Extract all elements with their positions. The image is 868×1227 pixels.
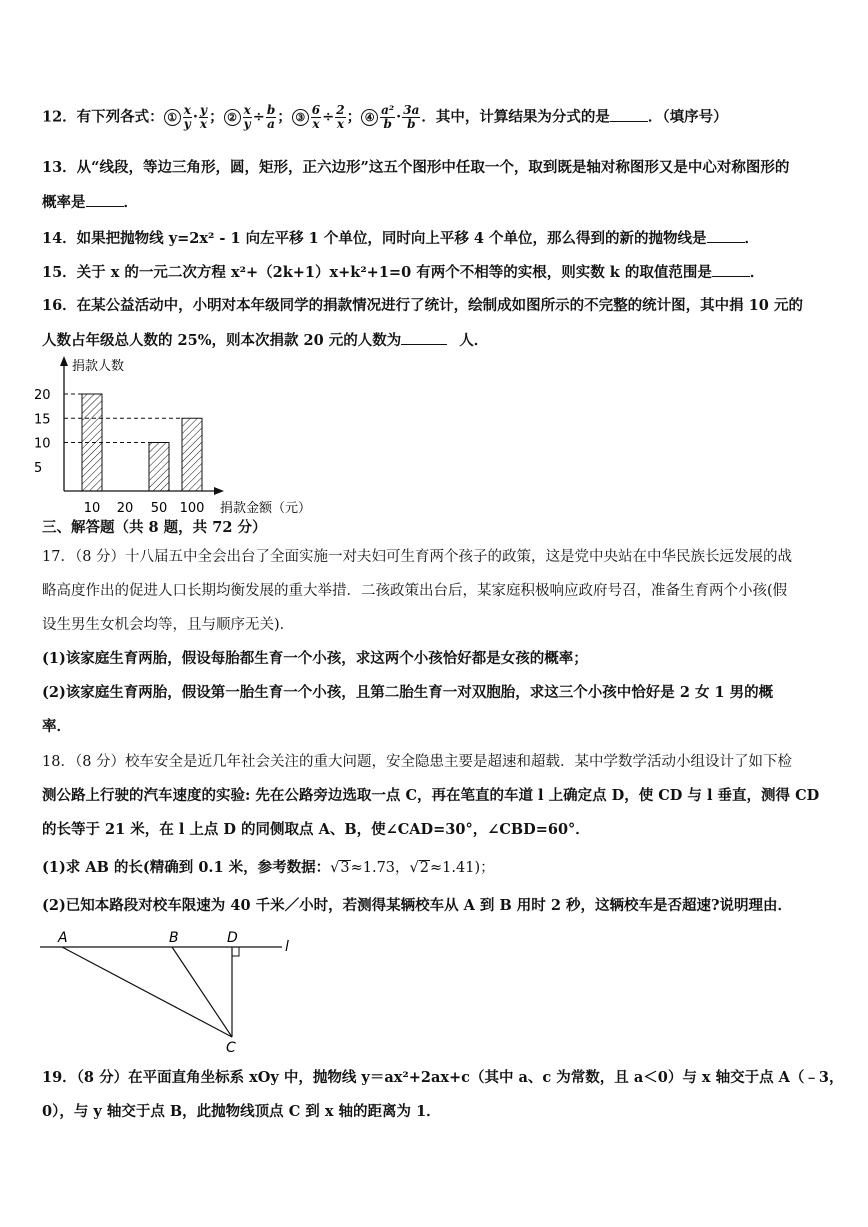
q18-geometry-figure (30, 928, 310, 1058)
q13-line-1: 13．从“线段，等边三角形，圆，矩形，正六边形”这五个图形中任取一个，取到既是轴对称图形又是中心对称图形的 (42, 159, 790, 176)
q12-fraction: $\frac{x}{y}$ (243, 103, 251, 131)
q18-line-2: 测公路上行驶的汽车速度的实验: 先在公路旁边选取一点 C，再在笔直的车道 l 上确定点 D，使 CD 与 l 垂直，测得 CD (42, 787, 820, 804)
q17-part-1: (1)该家庭生育两胎，假设每胎都生育一个小孩，求这两个小孩恰好都是女孩的概率； (42, 650, 588, 667)
q12-lead: 12．有下列各式： (42, 108, 164, 126)
y-axis-label: 捐款人数 (72, 359, 125, 374)
q19-line-2: 0），与 y 轴交于点 B，此抛物线顶点 C 到 x 轴的距离为 1． (42, 1103, 441, 1120)
q13-line-2: 概率是 ． (42, 194, 138, 211)
q12-option-2-marker: ② (224, 109, 241, 126)
x-axis-arrow (214, 487, 224, 495)
q18-part-2: (2)已知本路段对校车限速为 40 千米／小时，若测得某辆校车从 A 到 B 用时 2 秒，这辆校车是否超速?说明理由． (42, 897, 792, 914)
q12-fraction: $\frac{b}{a}$ (266, 103, 276, 131)
bar-10 (82, 394, 102, 491)
section-heading: 三、解答题（共 8 题，共 72 分） (42, 519, 267, 536)
point-A-label: A (58, 930, 68, 946)
y-tick-label: 10 (34, 436, 51, 452)
bar-100 (182, 418, 202, 491)
q12-option-3-marker: ③ (292, 109, 309, 126)
answer-blank (707, 228, 745, 243)
y-axis-arrow (60, 356, 68, 366)
q19-line-1: 19．（8 分）在平面直角坐标系 xOy 中，抛物线 y＝ax²+2ax+c（其中 a、c 为常数，且 a＜0）与 x 轴交于点 A（﹣3， (42, 1069, 844, 1086)
x-tick-label: 100 (179, 501, 205, 516)
answer-blank (401, 330, 447, 345)
q12-fraction: $\frac{2}{x}$ (336, 103, 345, 131)
q16-line-1: 16．在某公益活动中，小明对本年级同学的捐款情况进行了统计，绘制成如图所示的不完整的统计图，其中捐 10 元的 (42, 297, 803, 314)
point-C-label: C (226, 1040, 236, 1056)
q17-line-3: 设生男生女机会均等，且与顺序无关)． (42, 617, 295, 633)
x-tick-label: 50 (150, 501, 168, 516)
q18-line-1: 18．（8 分）校车安全是近几年社会关注的重大问题，安全隐患主要是超速和超载．某中学数学活动小组设计了如下检 (42, 754, 793, 770)
donation-bar-chart (30, 352, 330, 522)
y-tick-label: 20 (34, 388, 51, 403)
answer-blank (712, 262, 750, 277)
x-tick-label: 20 (116, 501, 134, 516)
q16-line-2: 人数占年级总人数的 25%，则本次捐款 20 元的人数为 人． (42, 332, 489, 349)
point-D-label: D (227, 930, 238, 946)
q18-line-3: 的长等于 21 米，在 l 上点 D 的同侧取点 A、B，使∠CAD=30°，∠CBD=60°． (42, 821, 590, 838)
q12-fraction: $\frac{\text{a²}}{b}$ (381, 103, 395, 131)
q17-part-2: (2)该家庭生育两胎，假设第一胎生育一个小孩，且第二胎生育一对双胞胎，求这三个小孩中恰好是 2 女 1 男的概 (42, 684, 774, 701)
q12-fraction: $\frac{6}{x}$ (311, 103, 321, 131)
q12-option-4-marker: ④ (361, 109, 378, 126)
point-B-label: B (169, 930, 179, 946)
y-tick-label: 15 (34, 412, 51, 428)
q12-fraction: $\frac{y}{x}$ (199, 103, 208, 131)
q17-part-2-cont: 率． (42, 718, 71, 735)
right-angle-mark (232, 947, 239, 956)
line-l-label: l (285, 939, 289, 955)
q12-fraction: $\frac{3a}{b}$ (403, 103, 420, 131)
answer-blank (610, 107, 648, 122)
q17-line-1: 17．（8 分）十八届五中全会出台了全面实施一对夫妇可生育两个孩子的政策，这是党中央站在中华民族长远发展的战 (42, 549, 793, 565)
x-axis-label: 捐款金额（元） (220, 501, 312, 516)
q12: 12．有下列各式： ① $\frac{x}{y}$ · $\frac{y}{x}$ ； ② $\frac{x}{y}$ ÷ $\frac{b}{a}$ ； ③ $\frac{6}{x}$ ÷ $\frac{2}{x}$ ； ④ $\frac{\text{a²}}{b}$ · $\frac{3a}{b}$ ．其中，计算结果为分式的是 ．（填序号） (42, 103, 728, 131)
x-tick-label: 10 (83, 501, 101, 516)
q12-option-1-marker: ① (164, 109, 181, 126)
segment-AC (62, 947, 232, 1037)
q12-fraction: $\frac{x}{y}$ (183, 103, 191, 131)
segment-BC (172, 947, 232, 1037)
answer-blank (86, 192, 124, 207)
q15: 15．关于 x 的一元二次方程 x²+（2k+1）x+k²+1=0 有两个不相等的实根，则实数 k 的取值范围是 ． (42, 264, 765, 281)
bar-50 (149, 443, 169, 492)
q14: 14．如果把抛物线 y=2x² - 1 向左平移 1 个单位，同时向上平移 4 个单位，那么得到的新的抛物线是 ． (42, 230, 760, 247)
y-tick-label: 5 (34, 460, 43, 476)
q18-part-1: (1)求 AB 的长(精确到 0.1 米，参考数据：√3≈1.73，√2≈1.41)； (42, 859, 495, 876)
q17-line-2: 略高度作出的促进人口长期均衡发展的重大举措．二孩政策出台后，某家庭积极响应政府号召，准备生育两个小孩(假 (42, 583, 788, 599)
